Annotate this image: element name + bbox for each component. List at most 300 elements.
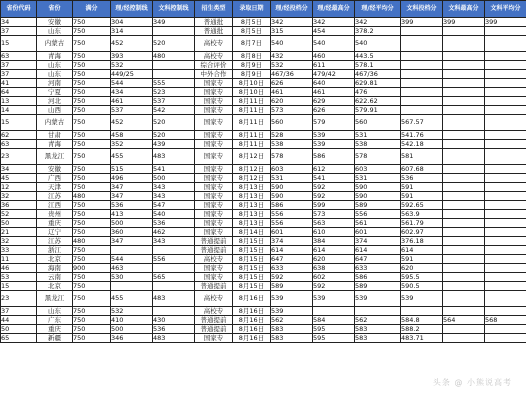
table-cell[interactable]: 540 — [313, 36, 355, 52]
table-cell[interactable]: 591 — [401, 255, 443, 264]
table-cell[interactable]: 592 — [271, 273, 313, 282]
table-cell[interactable]: 595 — [313, 334, 355, 343]
table-cell[interactable]: 8月11日 — [233, 131, 271, 140]
table-cell[interactable]: 561.79 — [401, 219, 443, 228]
table-cell[interactable]: 江苏 — [37, 237, 73, 246]
table-cell[interactable]: 399 — [485, 18, 526, 27]
table-cell[interactable]: 内蒙古 — [37, 115, 73, 131]
column-header[interactable]: 理/经投档分 — [271, 1, 313, 18]
table-cell[interactable]: 云南 — [37, 273, 73, 282]
table-cell[interactable]: 565 — [153, 273, 195, 282]
table-cell[interactable]: 500 — [111, 325, 153, 334]
table-cell[interactable] — [443, 61, 485, 70]
table-cell[interactable]: 592.65 — [401, 201, 443, 210]
table-cell[interactable]: 620 — [401, 264, 443, 273]
table-cell[interactable]: 11 — [1, 255, 37, 264]
table-cell[interactable]: 541.76 — [401, 131, 443, 140]
table-cell[interactable]: 黑龙江 — [37, 149, 73, 165]
table-cell[interactable]: 750 — [73, 27, 111, 36]
table-cell[interactable]: 高校专 — [195, 36, 233, 52]
table-cell[interactable] — [485, 183, 526, 192]
table-cell[interactable] — [401, 88, 443, 97]
table-cell[interactable]: 360 — [111, 228, 153, 237]
table-cell[interactable]: 347 — [111, 183, 153, 192]
table-cell[interactable]: 620 — [271, 97, 313, 106]
table-cell[interactable]: 广西 — [37, 174, 73, 183]
table-cell[interactable]: 483 — [153, 291, 195, 307]
table-cell[interactable]: 36 — [1, 201, 37, 210]
column-header[interactable]: 理/经控制线 — [111, 1, 153, 18]
table-cell[interactable]: 463 — [111, 264, 153, 273]
table-cell[interactable]: 410 — [111, 316, 153, 325]
table-cell[interactable]: 573 — [313, 210, 355, 219]
column-header[interactable]: 省份代码 — [1, 1, 37, 18]
table-cell[interactable]: 523 — [153, 88, 195, 97]
table-cell[interactable]: 8月12日 — [233, 174, 271, 183]
table-cell[interactable]: 590 — [355, 183, 401, 192]
table-cell[interactable]: 8月12日 — [233, 149, 271, 165]
table-cell[interactable]: 539 — [271, 307, 313, 316]
table-cell[interactable] — [485, 210, 526, 219]
table-cell[interactable]: 14 — [1, 106, 37, 115]
table-cell[interactable]: 537 — [111, 106, 153, 115]
table-cell[interactable] — [443, 219, 485, 228]
table-cell[interactable]: 343 — [153, 237, 195, 246]
table-cell[interactable]: 563.9 — [401, 210, 443, 219]
table-cell[interactable]: 568 — [485, 316, 526, 325]
table-cell[interactable] — [485, 219, 526, 228]
table-cell[interactable]: 603 — [271, 165, 313, 174]
table-cell[interactable] — [485, 36, 526, 52]
table-cell[interactable] — [485, 70, 526, 79]
table-cell[interactable]: 542.18 — [401, 140, 443, 149]
table-cell[interactable]: 602.97 — [401, 228, 443, 237]
table-cell[interactable]: 480 — [153, 52, 195, 61]
table-cell[interactable]: 556 — [271, 219, 313, 228]
table-cell[interactable] — [443, 79, 485, 88]
table-cell[interactable]: 614 — [401, 246, 443, 255]
table-cell[interactable]: 8月14日 — [233, 228, 271, 237]
table-cell[interactable]: 555 — [153, 79, 195, 88]
table-cell[interactable]: 国家专 — [195, 334, 233, 343]
table-cell[interactable]: 590.5 — [401, 282, 443, 291]
column-header[interactable]: 文科投档分 — [401, 1, 443, 18]
table-cell[interactable]: 国家专 — [195, 273, 233, 282]
table-cell[interactable] — [485, 165, 526, 174]
table-cell[interactable]: 8月13日 — [233, 219, 271, 228]
table-cell[interactable]: 578.1 — [355, 61, 401, 70]
table-cell[interactable]: 590 — [355, 192, 401, 201]
table-cell[interactable] — [485, 325, 526, 334]
table-cell[interactable]: 河北 — [37, 97, 73, 106]
table-cell[interactable]: 483.71 — [401, 334, 443, 343]
table-cell[interactable]: 539 — [271, 291, 313, 307]
table-cell[interactable]: 556 — [153, 255, 195, 264]
table-cell[interactable]: 37 — [1, 307, 37, 316]
table-cell[interactable]: 750 — [73, 36, 111, 52]
table-cell[interactable] — [401, 97, 443, 106]
table-cell[interactable]: 国家专 — [195, 228, 233, 237]
table-cell[interactable]: 452 — [111, 115, 153, 131]
table-cell[interactable]: 普通提前 — [195, 316, 233, 325]
table-cell[interactable] — [443, 115, 485, 131]
table-cell[interactable]: 750 — [73, 97, 111, 106]
table-cell[interactable]: 563 — [313, 219, 355, 228]
table-cell[interactable]: 314 — [111, 27, 153, 36]
table-cell[interactable] — [443, 282, 485, 291]
table-cell[interactable]: 458 — [111, 131, 153, 140]
table-cell[interactable]: 532 — [271, 61, 313, 70]
table-cell[interactable]: 528 — [271, 131, 313, 140]
table-cell[interactable]: 589 — [271, 282, 313, 291]
table-cell[interactable]: 15 — [1, 282, 37, 291]
table-cell[interactable] — [443, 246, 485, 255]
table-cell[interactable]: 41 — [1, 79, 37, 88]
table-cell[interactable]: 65 — [1, 334, 37, 343]
table-cell[interactable]: 343 — [153, 192, 195, 201]
table-cell[interactable]: 378.2 — [355, 27, 401, 36]
table-cell[interactable]: 750 — [73, 282, 111, 291]
table-cell[interactable]: 467/36 — [271, 70, 313, 79]
table-cell[interactable]: 内蒙古 — [37, 36, 73, 52]
table-cell[interactable]: 750 — [73, 165, 111, 174]
table-cell[interactable]: 34 — [1, 165, 37, 174]
table-cell[interactable]: 614 — [313, 246, 355, 255]
table-cell[interactable]: 国家专 — [195, 183, 233, 192]
table-cell[interactable] — [443, 97, 485, 106]
table-cell[interactable]: 578 — [355, 149, 401, 165]
table-cell[interactable] — [443, 70, 485, 79]
table-cell[interactable] — [443, 149, 485, 165]
table-cell[interactable]: 647 — [271, 255, 313, 264]
table-cell[interactable] — [485, 201, 526, 210]
table-cell[interactable] — [443, 273, 485, 282]
column-header[interactable]: 理/经平均分 — [355, 1, 401, 18]
table-cell[interactable] — [485, 192, 526, 201]
table-cell[interactable]: 北京 — [37, 255, 73, 264]
table-cell[interactable]: 45 — [1, 174, 37, 183]
table-cell[interactable]: 普通提前 — [195, 246, 233, 255]
table-cell[interactable]: 434 — [111, 88, 153, 97]
table-cell[interactable]: 63 — [1, 52, 37, 61]
table-cell[interactable]: 750 — [73, 52, 111, 61]
table-cell[interactable]: 52 — [1, 210, 37, 219]
table-cell[interactable]: 622.62 — [355, 97, 401, 106]
table-cell[interactable]: 750 — [73, 334, 111, 343]
table-cell[interactable] — [485, 291, 526, 307]
table-cell[interactable]: 476 — [355, 88, 401, 97]
table-cell[interactable]: 589 — [355, 282, 401, 291]
table-cell[interactable]: 536 — [153, 219, 195, 228]
table-cell[interactable]: 53 — [1, 273, 37, 282]
table-cell[interactable]: 国家专 — [195, 165, 233, 174]
table-cell[interactable]: 384 — [313, 237, 355, 246]
table-cell[interactable] — [485, 255, 526, 264]
table-cell[interactable]: 583 — [271, 334, 313, 343]
table-cell[interactable]: 342 — [355, 18, 401, 27]
table-cell[interactable]: 595 — [313, 325, 355, 334]
table-cell[interactable]: 宁夏 — [37, 88, 73, 97]
table-cell[interactable]: 589 — [355, 201, 401, 210]
table-cell[interactable]: 750 — [73, 201, 111, 210]
table-cell[interactable]: 539 — [401, 291, 443, 307]
table-cell[interactable]: 海南 — [37, 264, 73, 273]
table-cell[interactable]: 626 — [271, 79, 313, 88]
table-cell[interactable]: 590 — [271, 183, 313, 192]
table-cell[interactable]: 531 — [355, 174, 401, 183]
table-cell[interactable] — [401, 27, 443, 36]
table-cell[interactable]: 国家专 — [195, 88, 233, 97]
table-cell[interactable]: 374 — [271, 237, 313, 246]
table-cell[interactable]: 750 — [73, 183, 111, 192]
table-cell[interactable]: 8月5日 — [233, 18, 271, 27]
table-cell[interactable]: 633 — [355, 264, 401, 273]
table-cell[interactable]: 455 — [111, 291, 153, 307]
table-cell[interactable]: 8月8日 — [233, 52, 271, 61]
table-cell[interactable] — [111, 282, 153, 291]
table-cell[interactable] — [485, 97, 526, 106]
table-cell[interactable] — [443, 192, 485, 201]
table-cell[interactable]: 北京 — [37, 282, 73, 291]
column-header[interactable]: 理/经最高分 — [313, 1, 355, 18]
table-cell[interactable] — [443, 165, 485, 174]
table-cell[interactable]: 国家专 — [195, 106, 233, 115]
table-cell[interactable]: 63 — [1, 140, 37, 149]
table-cell[interactable]: 50 — [1, 325, 37, 334]
table-cell[interactable] — [111, 246, 153, 255]
table-cell[interactable]: 国家专 — [195, 201, 233, 210]
table-cell[interactable]: 432 — [271, 52, 313, 61]
table-cell[interactable]: 578 — [271, 149, 313, 165]
table-cell[interactable]: 500 — [111, 219, 153, 228]
table-cell[interactable]: 583 — [271, 325, 313, 334]
table-cell[interactable]: 32 — [1, 237, 37, 246]
table-cell[interactable]: 750 — [73, 18, 111, 27]
column-header[interactable]: 招生类型 — [195, 1, 233, 18]
table-cell[interactable] — [401, 307, 443, 316]
table-cell[interactable]: 750 — [73, 61, 111, 70]
table-cell[interactable]: 573 — [271, 106, 313, 115]
table-cell[interactable]: 国家专 — [195, 210, 233, 219]
column-header[interactable]: 满分 — [73, 1, 111, 18]
table-cell[interactable]: 449/25 — [111, 70, 153, 79]
table-cell[interactable]: 544 — [111, 255, 153, 264]
table-cell[interactable]: 500 — [153, 174, 195, 183]
table-cell[interactable]: 614 — [355, 246, 401, 255]
table-cell[interactable]: 21 — [1, 228, 37, 237]
table-cell[interactable]: 黑龙江 — [37, 291, 73, 307]
table-cell[interactable]: 647 — [355, 255, 401, 264]
table-cell[interactable] — [485, 79, 526, 88]
table-cell[interactable] — [485, 334, 526, 343]
table-cell[interactable] — [153, 264, 195, 273]
table-cell[interactable]: 普通提前 — [195, 282, 233, 291]
table-cell[interactable]: 37 — [1, 61, 37, 70]
column-header[interactable]: 文科平均分 — [485, 1, 526, 18]
table-cell[interactable]: 普通批 — [195, 18, 233, 27]
table-cell[interactable]: 461 — [313, 88, 355, 97]
table-cell[interactable]: 592 — [313, 282, 355, 291]
table-cell[interactable] — [443, 174, 485, 183]
table-cell[interactable]: 583 — [355, 325, 401, 334]
table-cell[interactable] — [443, 88, 485, 97]
table-cell[interactable] — [401, 106, 443, 115]
table-cell[interactable]: 50 — [1, 219, 37, 228]
table-cell[interactable]: 重庆 — [37, 219, 73, 228]
table-cell[interactable]: 750 — [73, 149, 111, 165]
table-cell[interactable]: 国家专 — [195, 79, 233, 88]
table-cell[interactable]: 8月11日 — [233, 115, 271, 131]
table-cell[interactable] — [153, 61, 195, 70]
table-cell[interactable]: 304 — [111, 18, 153, 27]
table-cell[interactable]: 536 — [401, 174, 443, 183]
table-cell[interactable] — [443, 334, 485, 343]
table-cell[interactable]: 高校专 — [195, 291, 233, 307]
table-cell[interactable]: 556 — [271, 210, 313, 219]
table-cell[interactable]: 8月16日 — [233, 307, 271, 316]
table-cell[interactable] — [443, 27, 485, 36]
table-cell[interactable]: 626 — [313, 106, 355, 115]
table-cell[interactable] — [401, 61, 443, 70]
table-cell[interactable]: 750 — [73, 316, 111, 325]
table-cell[interactable]: 普通提前 — [195, 325, 233, 334]
table-cell[interactable]: 347 — [111, 237, 153, 246]
table-cell[interactable]: 34 — [1, 18, 37, 27]
table-cell[interactable]: 山西 — [37, 106, 73, 115]
table-cell[interactable]: 399 — [401, 18, 443, 27]
table-cell[interactable] — [443, 131, 485, 140]
table-cell[interactable]: 562 — [355, 316, 401, 325]
table-cell[interactable]: 541 — [153, 165, 195, 174]
table-cell[interactable]: 530 — [111, 273, 153, 282]
table-cell[interactable] — [443, 307, 485, 316]
table-cell[interactable]: 900 — [73, 264, 111, 273]
table-cell[interactable]: 614 — [271, 246, 313, 255]
table-cell[interactable]: 531 — [355, 131, 401, 140]
table-cell[interactable]: 599 — [313, 201, 355, 210]
table-cell[interactable]: 399 — [443, 18, 485, 27]
table-cell[interactable] — [485, 27, 526, 36]
table-cell[interactable]: 8月15日 — [233, 237, 271, 246]
table-cell[interactable] — [443, 201, 485, 210]
table-cell[interactable] — [443, 228, 485, 237]
table-cell[interactable]: 439 — [153, 140, 195, 149]
table-cell[interactable]: 750 — [73, 246, 111, 255]
table-cell[interactable]: 37 — [1, 27, 37, 36]
table-cell[interactable]: 8月11日 — [233, 97, 271, 106]
table-cell[interactable]: 483 — [153, 149, 195, 165]
table-cell[interactable]: 413 — [111, 210, 153, 219]
column-header[interactable]: 省份 — [37, 1, 73, 18]
table-cell[interactable] — [443, 291, 485, 307]
table-cell[interactable]: 601 — [355, 228, 401, 237]
table-cell[interactable]: 531 — [271, 174, 313, 183]
table-cell[interactable]: 393 — [111, 52, 153, 61]
table-cell[interactable]: 610 — [313, 228, 355, 237]
table-cell[interactable]: 河南 — [37, 79, 73, 88]
table-cell[interactable]: 国家专 — [195, 149, 233, 165]
table-cell[interactable]: 8月13日 — [233, 201, 271, 210]
table-cell[interactable]: 592 — [313, 192, 355, 201]
table-cell[interactable]: 辽宁 — [37, 228, 73, 237]
table-cell[interactable]: 62 — [1, 131, 37, 140]
column-header[interactable]: 文科控制线 — [153, 1, 195, 18]
table-cell[interactable]: 540 — [153, 210, 195, 219]
table-cell[interactable] — [443, 255, 485, 264]
table-cell[interactable] — [485, 131, 526, 140]
table-cell[interactable]: 620 — [313, 255, 355, 264]
table-cell[interactable] — [443, 52, 485, 61]
table-cell[interactable]: 750 — [73, 174, 111, 183]
table-cell[interactable] — [401, 36, 443, 52]
table-cell[interactable] — [153, 246, 195, 255]
table-cell[interactable] — [153, 307, 195, 316]
table-cell[interactable] — [485, 61, 526, 70]
table-cell[interactable]: 583 — [355, 334, 401, 343]
table-cell[interactable] — [485, 88, 526, 97]
table-cell[interactable]: 564 — [443, 316, 485, 325]
table-cell[interactable]: 23 — [1, 291, 37, 307]
table-cell[interactable]: 8月16日 — [233, 325, 271, 334]
table-cell[interactable] — [485, 106, 526, 115]
table-cell[interactable]: 750 — [73, 88, 111, 97]
table-cell[interactable]: 高校专 — [195, 255, 233, 264]
table-cell[interactable]: 532 — [111, 307, 153, 316]
table-cell[interactable]: 352 — [111, 140, 153, 149]
table-cell[interactable]: 普通提前 — [195, 237, 233, 246]
table-cell[interactable]: 750 — [73, 291, 111, 307]
table-cell[interactable]: 461 — [111, 97, 153, 106]
table-cell[interactable]: 591 — [401, 183, 443, 192]
table-cell[interactable]: 8月15日 — [233, 273, 271, 282]
table-cell[interactable]: 33 — [1, 246, 37, 255]
table-cell[interactable]: 520 — [153, 36, 195, 52]
table-cell[interactable]: 8月15日 — [233, 264, 271, 273]
table-cell[interactable] — [485, 307, 526, 316]
table-cell[interactable]: 452 — [111, 36, 153, 52]
table-cell[interactable]: 750 — [73, 210, 111, 219]
table-cell[interactable]: 374 — [355, 237, 401, 246]
table-cell[interactable] — [401, 79, 443, 88]
table-cell[interactable]: 44 — [1, 316, 37, 325]
table-cell[interactable]: 520 — [153, 115, 195, 131]
table-cell[interactable]: 590 — [271, 192, 313, 201]
table-cell[interactable]: 8月12日 — [233, 165, 271, 174]
table-cell[interactable] — [313, 307, 355, 316]
table-cell[interactable]: 539 — [355, 291, 401, 307]
table-cell[interactable]: 750 — [73, 325, 111, 334]
table-cell[interactable]: 13 — [1, 97, 37, 106]
table-cell[interactable]: 607.68 — [401, 165, 443, 174]
table-cell[interactable]: 601 — [271, 228, 313, 237]
table-cell[interactable]: 496 — [111, 174, 153, 183]
table-cell[interactable]: 538 — [355, 140, 401, 149]
table-cell[interactable]: 430 — [153, 316, 195, 325]
table-cell[interactable]: 国家专 — [195, 131, 233, 140]
table-cell[interactable]: 346 — [111, 334, 153, 343]
table-cell[interactable]: 633 — [271, 264, 313, 273]
table-cell[interactable]: 64 — [1, 88, 37, 97]
table-cell[interactable]: 560 — [271, 115, 313, 131]
table-cell[interactable]: 750 — [73, 115, 111, 131]
table-cell[interactable]: 国家专 — [195, 192, 233, 201]
table-cell[interactable]: 483 — [153, 334, 195, 343]
table-cell[interactable] — [485, 52, 526, 61]
table-cell[interactable]: 603 — [355, 165, 401, 174]
table-cell[interactable]: 江西 — [37, 201, 73, 210]
table-cell[interactable]: 588.2 — [401, 325, 443, 334]
table-cell[interactable] — [401, 70, 443, 79]
